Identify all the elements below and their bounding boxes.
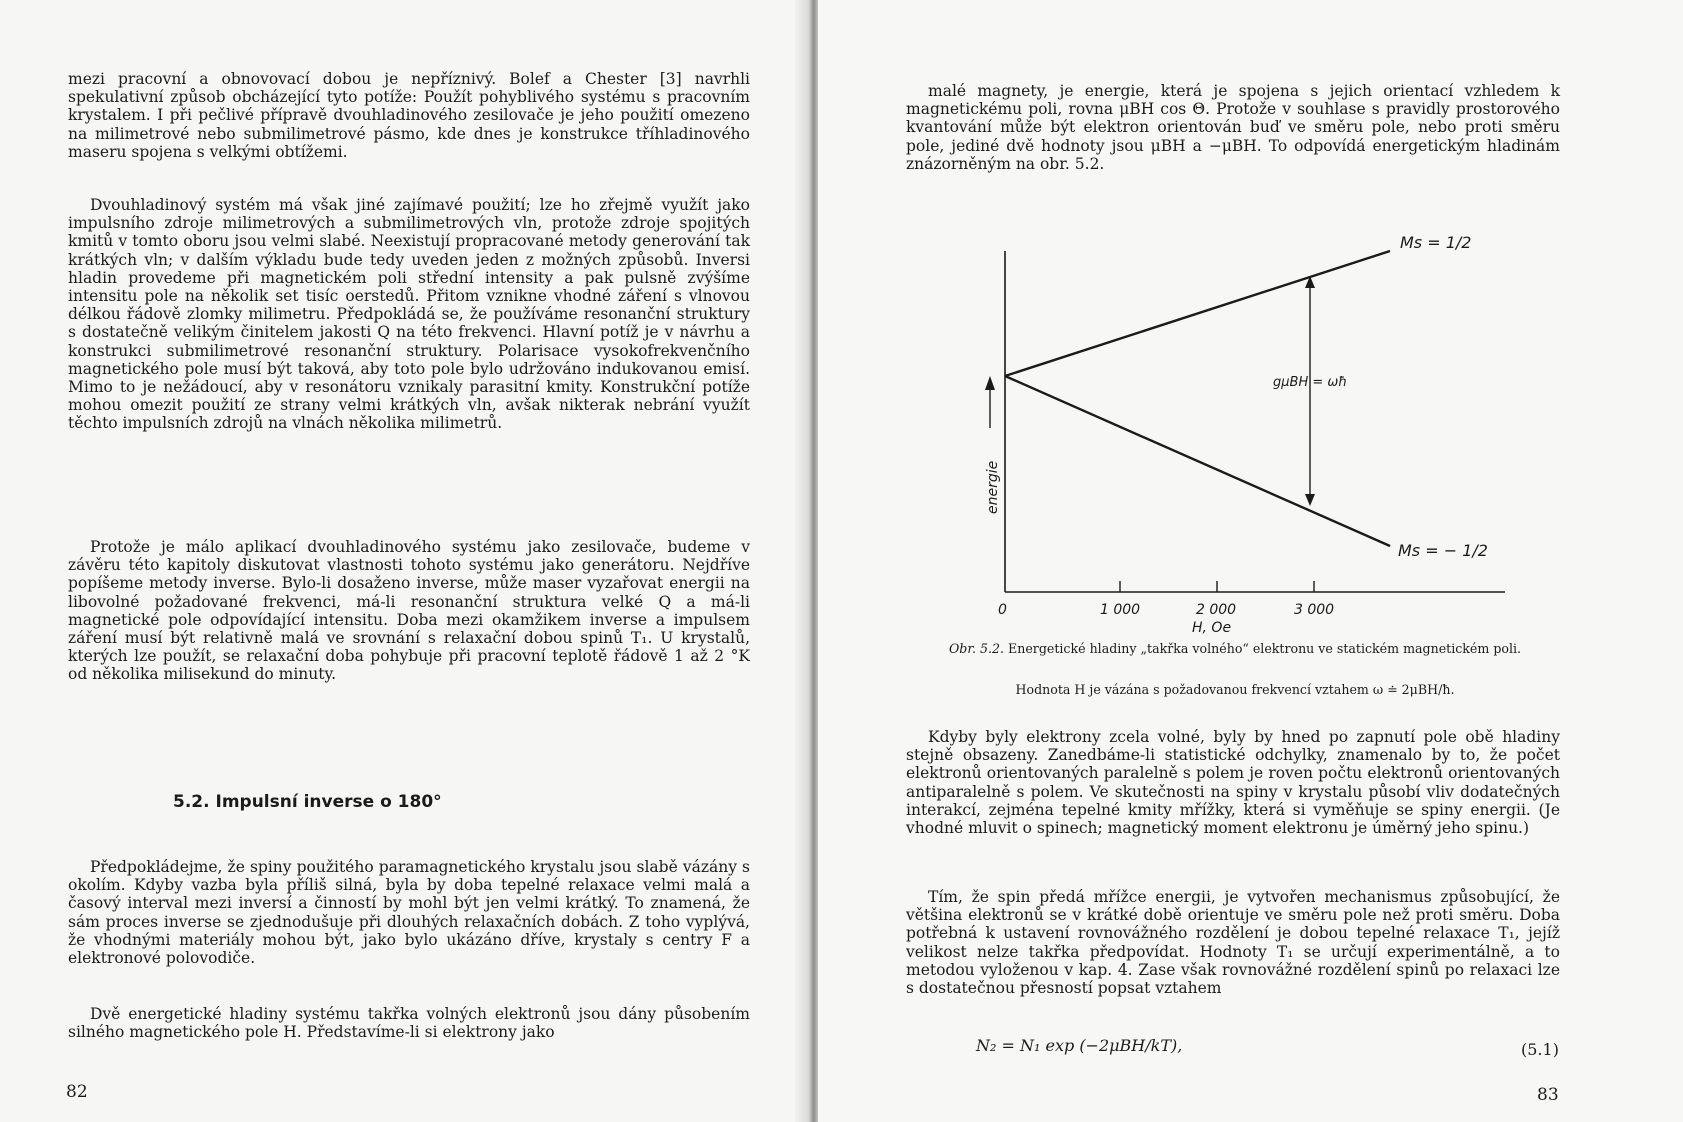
paragraph: Kdyby byly elektrony zcela volné, byly by hned po zapnutí pole obě hladiny stejně obsazeny. Zanedbáme-li statistické odchylky, znamenalo by to, že počet elektronů orientovaných paralelně s polem je roven počtu elektronů orientovaných antiparalelně s polem. Ve skutečnosti na spiny v krystalu působí vliv dodatečných interakcí, zejména tepelné kmity mřížky, která si vyměňuje se spiny energii. (Je vhodné mluvit o spinech; magnetický moment elektronu je úměrný jeho spinu.) — [906, 728, 1560, 838]
x-tick-label: 3 000 — [1294, 602, 1335, 618]
y-axis-label: energie — [985, 460, 1001, 514]
paragraph: Předpokládejme, že spiny použitého paramagnetického krystalu jsou slabě vázány s okolím. Kdyby vazba byla příliš silná, byla by doba tepelné relaxace velmi malá a časový interval mezi inversí a činností by mohl být jen velmi krátký. To znamená, že sám proces inverse se zjednodušuje při dlouhých relaxačních dobách. Z toho vyplývá, že vhodnými materiály mohou být, jako bylo ukázáno dříve, krystaly s centry F a elektronové polovodiče. — [68, 858, 750, 968]
paragraph: Protože je málo aplikací dvouhladinového systému jako zesilovače, budeme v závěru této kapitoly diskutovat vlastnosti tohoto systému jako generátoru. Nejdříve popíšeme metody inverse. Bylo-li dosaženo inverse, může maser vyzařovat energii na libovolné požadované frekvenci, má-li resonanční struktura velké Q a má-li magnetické pole odpovídající intensitu. Doba mezi okamžikem inverse a impulsem záření musí být relativně malá ve srovnání s relaxační dobou spinů T₁. U krystalů, kterých lze použít, se relaxační doba pohybuje při pracovní teplotě řádově 1 až 2 °K od několika milisekund do minuty. — [68, 538, 750, 684]
x-tick-label: 0 — [998, 602, 1007, 618]
caption-label: Obr. 5.2. — [948, 641, 1005, 656]
energy-arrow-head — [985, 376, 995, 390]
paragraph: malé magnety, je energie, která je spojena s jejich orientací vzhledem k magnetickému poli, rovna μBH cos Θ. Protože v souhlase s pravidly prostorového kvantování může být elektron orientován buď ve směru pole, nebo proti směru pole, jediné dvě hodnoty jsou μBH a −μBH. To odpovídá energetickým hladinám znázorněným na obr. 5.2. — [906, 82, 1560, 173]
figure-caption — [890, 640, 1580, 657]
section-heading: 5.2. Impulsní inverse o 180° — [173, 792, 442, 812]
left-page — [0, 0, 808, 1122]
x-tick-label: 1 000 — [1100, 602, 1141, 618]
caption-line-1: Energetické hladiny „takřka volného“ elektronu ve statickém magnetickém poli. — [1008, 641, 1522, 656]
caption-line-2: Hodnota H je vázána s požadovanou frekvencí vztahem ω ≐ 2μBH/ħ. — [1015, 682, 1455, 697]
paragraph: mezi pracovní a obnovovací dobou je nepříznivý. Bolef a Chester [3] navrhli spekulativní způsob obcházející tyto potíže: Použít pohyblivého systému s pracovním krystalem. I při pečlivé přípravě dvouhladinového zesilovače je jeho použití omezeno na milimetrové nebo submilimetrové pásmo, kde dnes je konstrukce tříhladinového maseru spojena s velkými obtížemi. — [68, 70, 750, 161]
upper-level-line — [1005, 251, 1390, 376]
equation: N₂ = N₁ exp (−2μBH/kT), — [976, 1036, 1183, 1055]
paragraph: Dvouhladinový systém má však jiné zajímavé použití; lze ho zřejmě využít jako impulsního zdroje milimetrových a submilimetrových vln, protože zdroje spojitých kmitů v tomto oboru jsou velmi slabé. Neexistují propracované metody generování tak krátkých vln; v dalším výkladu bude tedy uveden jeden z možných způsobů. Inversi hladin provedeme při magnetickém poli střední intensity a pak pulsně zvýšíme intensitu pole na několik set tisíc oerstedů. Přitom vznikne vhodné záření s vlnovou délkou řádově zlomky milimetru. Předpokládá se, že používáme resonanční struktury s dostatečně velikým činitelem jakosti Q na této frekvenci. Hlavní potíž je v návrhu a konstrukci submilimetrové resonanční struktury. Polarisace vysokofrekvenčního magnetického pole musí být taková, aby toto pole bylo udržováno indukovanou emisí. Mimo to je nežádoucí, aby v resonátoru vznikaly parasitní kmity. Konstrukční potíže mohou omezit použití ze strany velmi krátkých vln, avšak nikterak nebrání využít těchto impulsních zdrojů na vlnách několika milimetrů. — [68, 196, 750, 433]
equation-number: (5.1) — [1521, 1040, 1559, 1059]
x-axis-label: H, Oe — [1192, 620, 1232, 636]
lower-level-label: Ms = − 1/2 — [1398, 541, 1488, 560]
upper-level-label: Ms = 1/2 — [1400, 236, 1472, 252]
page-number: 82 — [66, 1082, 88, 1102]
arrow-head-down — [1305, 494, 1315, 506]
energy-level-figure — [950, 236, 1570, 636]
x-tick-label: 2 000 — [1196, 602, 1237, 618]
paragraph: Dvě energetické hladiny systému takřka volných elektronů jsou dány působením silného magnetického pole H. Představíme-li si elektrony jako — [68, 1005, 750, 1042]
paragraph: Tím, že spin předá mřížce energii, je vytvořen mechanismus způsobující, že většina elektronů se v krátké době orientuje ve směru pole než proti směru. Doba potřebná k ustavení rovnovážného rozdělení je dobou tepelné relaxace T₁, jejíž velikost nelze takřka předpovídat. Hodnoty T₁ se určují experimentálně, a to metodou vyloženou v kap. 4. Zase však rovnovážné rozdělení spinů po relaxaci lze s dostatečnou přesností popsat vztahem — [906, 888, 1560, 998]
lower-level-line — [1005, 376, 1390, 546]
page-number: 83 — [1537, 1085, 1559, 1105]
gap-label: gμBH = ωħ — [1273, 375, 1348, 390]
